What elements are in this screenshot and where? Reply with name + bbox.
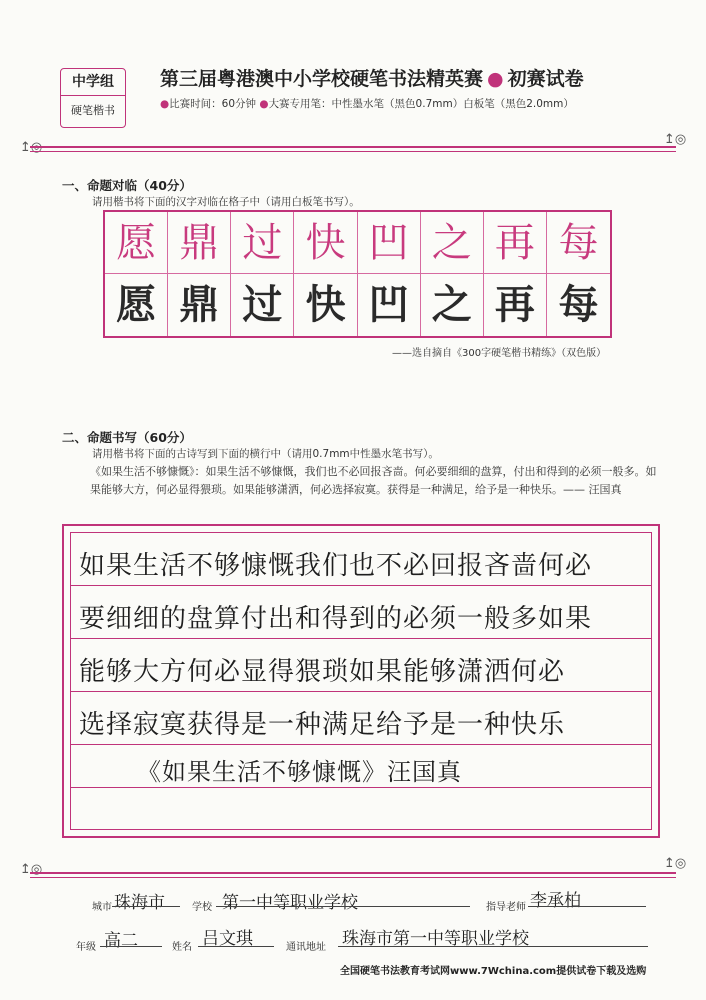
handwritten-line: 能够大方何必显得猥琐如果能够潇洒何必: [79, 657, 566, 687]
ruled-line: [71, 638, 651, 639]
model-char: 再: [494, 219, 535, 266]
exam-time: 比赛时间：60分钟: [169, 98, 257, 110]
swirl-ornament-right-icon: ↥◎: [664, 856, 687, 871]
badge-style-label: 硬笔楷书: [71, 104, 115, 117]
model-cell: [547, 212, 610, 274]
writing-box: [62, 524, 660, 838]
written-cell: [105, 274, 168, 336]
name-label: 姓名: [172, 942, 192, 953]
section2-instruction: 请用楷书将下面的古诗写到下面的横行中（请用0.7mm中性墨水笔书写）。: [92, 448, 439, 460]
model-cell: [294, 212, 357, 274]
school-underline: [216, 906, 470, 907]
footer-divider: [30, 872, 676, 874]
poem-text: 《如果生活不够慷慨》：如果生活不够慷慨，我们也不必回报吝啬。何必要细细的盘算，付出和得到的必须一般多。如果能够大方，何必显得猥琐。如果能够潇洒，何必选择寂寞。获得是一种满足，给予是一种快乐。—— 汪国真: [90, 465, 657, 496]
grade-underline: [100, 946, 162, 947]
model-char: 凹: [368, 219, 409, 266]
city-underline: [112, 906, 180, 907]
written-cell: [484, 274, 547, 336]
school-label: 学校: [192, 902, 212, 913]
model-char: 过: [242, 219, 283, 266]
written-char: 鼎: [179, 281, 220, 328]
grade-value: 高二: [104, 931, 138, 951]
city-value: 珠海市: [114, 893, 165, 913]
ruled-line: [71, 744, 651, 745]
handwritten-line: 选择寂寞获得是一种满足给予是一种快乐: [79, 710, 566, 740]
school-value: 第一中等职业学校: [222, 893, 358, 913]
model-cell: [231, 212, 294, 274]
header-divider: [30, 146, 676, 148]
written-cell: [168, 274, 231, 336]
group-badge: [60, 68, 126, 128]
model-cell: [105, 212, 168, 274]
written-cell: [294, 274, 357, 336]
section1-instruction: 请用楷书将下面的汉字对临在格子中（请用白板笔书写）。: [92, 196, 360, 208]
address-underline: [338, 946, 648, 947]
ruled-line: [71, 787, 651, 788]
exam-pens: 大赛专用笔：中性墨水笔（黑色0.7mm）白板笔（黑色2.0mm）: [268, 98, 574, 110]
ruled-line: [71, 691, 651, 692]
ruled-line: [71, 585, 651, 586]
model-cell: [484, 212, 547, 274]
handwritten-line: 如果生活不够慷慨我们也不必回报吝啬何必: [79, 551, 593, 581]
swirl-ornament-left-icon: ↥◎: [20, 862, 43, 877]
city-label: 城市: [92, 902, 112, 913]
grade-label: 年级: [76, 942, 96, 953]
character-grid: [103, 210, 612, 338]
written-cell: [358, 274, 421, 336]
exam-info: ●比赛时间：60分钟 ●大赛专用笔：中性墨水笔（黑色0.7mm）白板笔（黑色2.0mm）: [160, 98, 574, 110]
address-label: 通讯地址: [286, 942, 326, 953]
model-char: 每: [558, 219, 599, 266]
address-value: 珠海市第一中等职业学校: [342, 929, 529, 949]
title-tail: 初赛试卷: [507, 68, 584, 90]
model-char: 之: [431, 219, 472, 266]
handwritten-signature-line: 《如果生活不够慷慨》汪国真: [137, 758, 462, 786]
model-cell: [168, 212, 231, 274]
written-cell: [547, 274, 610, 336]
header-divider-thin: [30, 151, 676, 152]
model-cell: [358, 212, 421, 274]
written-cell: [421, 274, 484, 336]
name-underline: [198, 946, 274, 947]
page-title: [160, 64, 584, 91]
teacher-value: 李承柏: [530, 891, 581, 911]
written-char: 之: [431, 281, 472, 328]
teacher-label: 指导老师: [486, 902, 526, 913]
footer-note: 全国硬笔书法教育考试网www.7Wchina.com提供试卷下载及选购: [340, 966, 647, 977]
swirl-ornament-right-icon: ↥◎: [664, 132, 687, 147]
model-char: 鼎: [179, 219, 220, 266]
footer-divider-thin: [30, 877, 676, 878]
title-dot: ●: [487, 68, 504, 90]
handwritten-line: 要细细的盘算付出和得到的必须一般多如果: [79, 604, 593, 634]
teacher-underline: [528, 906, 646, 907]
model-char: 愿: [116, 219, 157, 266]
written-char: 每: [558, 281, 599, 328]
written-char: 再: [494, 281, 535, 328]
swirl-ornament-left-icon: ↥◎: [20, 140, 43, 155]
writing-box-inner: [70, 532, 652, 830]
written-cell: [231, 274, 294, 336]
written-char: 过: [242, 281, 283, 328]
section1-heading: 一、命题对临（40分）: [62, 178, 192, 193]
model-char: 快: [305, 219, 346, 266]
written-char: 愿: [116, 281, 157, 328]
section2-heading: 二、命题书写（60分）: [62, 430, 192, 445]
written-char: 凹: [368, 281, 409, 328]
title-main: 第三届粤港澳中小学校硬笔书法精英赛: [160, 68, 484, 90]
badge-group-label: 中学组: [61, 69, 125, 96]
model-cell: [421, 212, 484, 274]
name-value: 吕文琪: [202, 929, 253, 949]
source-citation: ——选自摘自《300字硬笔楷书精练》（双色版）: [392, 348, 607, 359]
written-char: 快: [305, 281, 346, 328]
